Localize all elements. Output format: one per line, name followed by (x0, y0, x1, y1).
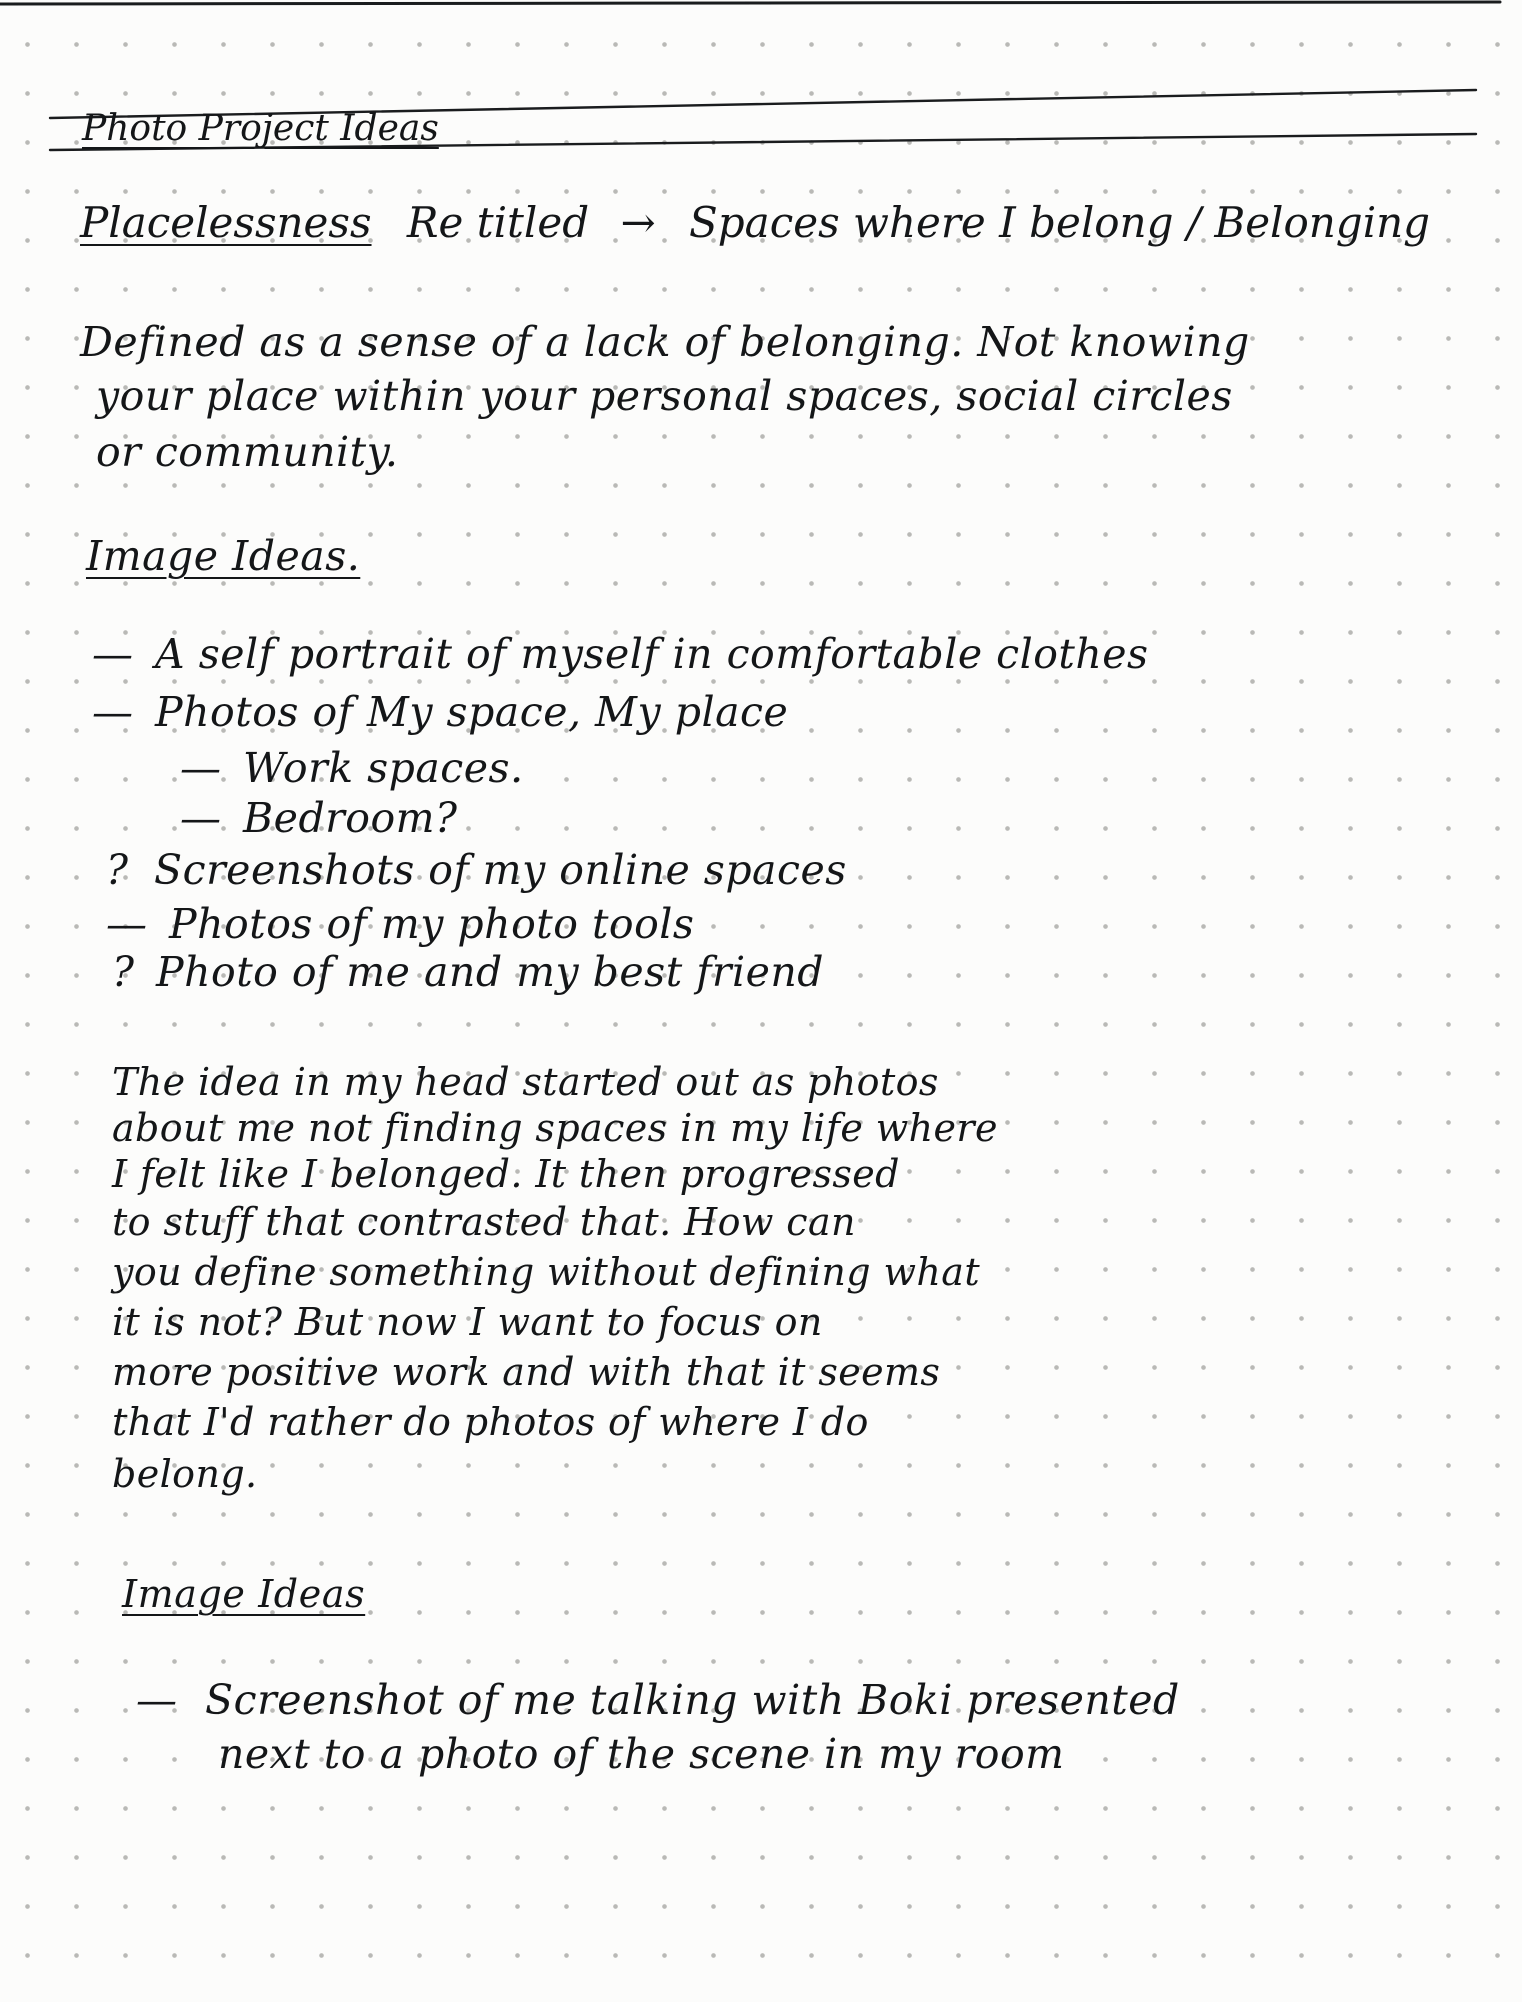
item-text: Bedroom? (243, 794, 458, 842)
subtitle-heading: Placelessness (80, 198, 372, 247)
definition-line-2: your place within your personal spaces, social circles (96, 372, 1233, 420)
item-bullet: ? (112, 948, 135, 996)
item-bullet: — (92, 630, 134, 678)
page-title: Photo Project Ideas (82, 108, 439, 149)
top-edge-line (0, 2, 1500, 4)
definition-line-1: Defined as a sense of a lack of belonging. Not knowing (80, 318, 1250, 366)
retitled-label: Re titled (406, 198, 590, 247)
idea-subitem-work-spaces (180, 744, 524, 792)
item-text: Screenshot of me talking with Boki presented (205, 1676, 1180, 1724)
paragraph-line-1: The idea in my head started out as photos (112, 1060, 939, 1104)
item-bullet: — (92, 688, 134, 736)
paragraph-line-9: belong. (112, 1452, 258, 1496)
idea-item-best-friend (112, 948, 824, 996)
paragraph-line-5: you define something without defining what (112, 1250, 981, 1294)
idea-item-continuation (218, 1730, 1065, 1778)
new-title: Spaces where I belong / Belonging (689, 198, 1431, 247)
section2-heading: Image Ideas (122, 1572, 366, 1616)
definition-line-3: or community. (96, 428, 399, 476)
item-text: Photos of My space, My place (155, 688, 789, 736)
idea-item-photo-tools (106, 900, 694, 948)
item-bullet: — (136, 1676, 178, 1724)
item-bullet: — (106, 900, 148, 948)
paragraph-line-8: that I'd rather do photos of where I do (112, 1400, 869, 1444)
item-bullet: — (180, 794, 222, 842)
idea-item-my-space (92, 688, 788, 736)
item-text: Photo of me and my best friend (156, 948, 825, 996)
item-bullet: — (180, 744, 222, 792)
idea-item-screenshots (106, 846, 847, 894)
section1-heading: Image Ideas. (86, 532, 361, 580)
paragraph-line-6: it is not? But now I want to focus on (112, 1300, 823, 1344)
paragraph-line-4: to stuff that contrasted that. How can (112, 1200, 856, 1244)
item-text: Work spaces. (243, 744, 524, 792)
paragraph-line-2: about me not finding spaces in my life where (112, 1106, 998, 1150)
subtitle-line (80, 198, 1430, 247)
idea-item-self-portrait (92, 630, 1149, 678)
item-text: Screenshots of my online spaces (154, 846, 847, 894)
item-bullet: ? (106, 846, 129, 894)
idea-item-screenshot-boki (136, 1676, 1180, 1724)
item-text: Photos of my photo tools (169, 900, 695, 948)
arrow-icon: → (620, 198, 656, 247)
paragraph-line-7: more positive work and with that it seems (112, 1350, 941, 1394)
item-text: next to a photo of the scene in my room (218, 1730, 1065, 1778)
idea-subitem-bedroom (180, 794, 458, 842)
paragraph-line-3: I felt like I belonged. It then progressed (112, 1152, 900, 1196)
item-text: A self portrait of myself in comfortable clothes (155, 630, 1149, 678)
